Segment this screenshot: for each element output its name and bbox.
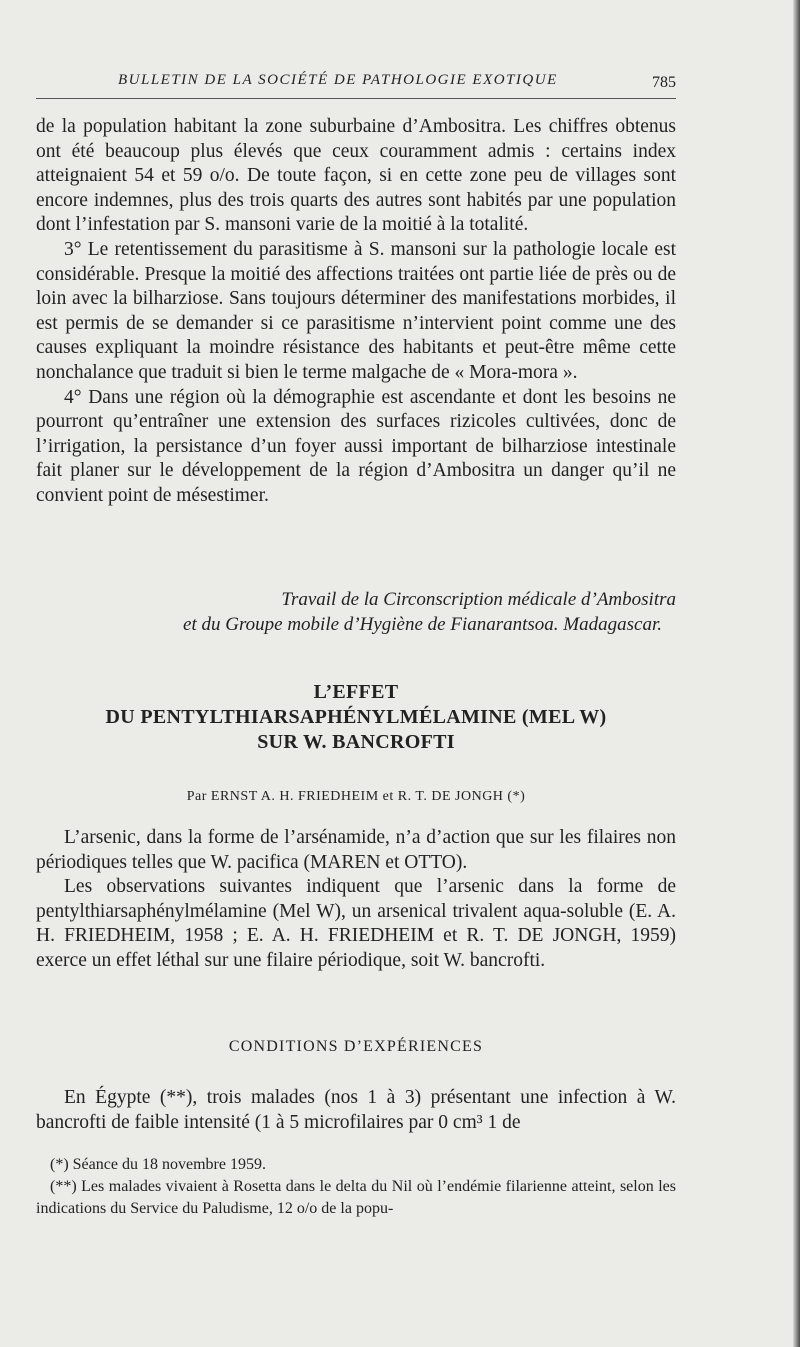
- footnote-2: (**) Les malades vivaient à Rosetta dans le delta du Nil où l’endémie filarienne atteint, selon les indications du Service du Paludisme, 12 o/o de la popu-: [36, 1178, 676, 1217]
- body-text-intro: [36, 826, 676, 974]
- body-text-top: [36, 115, 676, 509]
- paragraph-point-3: 3° Le retentissement du parasitisme à S. mansoni sur la pathologie locale est considérable. Presque la moitié des affections traitées ont partie liée de près ou de loin avec la bilharziose. Sans toujours déterminer des manifestations morbides, il est permis de se demander si ce parasitisme n’intervient point comme une des causes expliquant la moindre résistance des habitants et peut-être même cette nonchalance que traduit si bien le terme malgache de « Mora-mora ».: [36, 238, 676, 383]
- article-title: [36, 680, 676, 755]
- article-title-line-3: SUR W. BANCROFTI: [257, 731, 455, 753]
- paragraph-conditions: En Égypte (**), trois malades (nos 1 à 3) présentant une infection à W. bancrofti de faible intensité (1 à 5 microfilaires par 0 cm³ 1 de: [36, 1087, 676, 1133]
- paragraph-continuation: de la population habitant la zone suburbaine d’Ambositra. Les chiffres obtenus ont été beaucoup plus élevés que ceux couramment admis : certains index atteignaient 54 et 59 o/o. De toute façon, si en cette zone peu de villages sont encore indemnes, plus des trois quarts des autres sont habités par une population dont l’infestation par S. mansoni varie de la moitié à la totalité.: [36, 116, 676, 236]
- article-title-line-1: L’EFFET: [313, 681, 399, 703]
- footnote-1: (*) Séance du 18 novembre 1959.: [50, 1156, 266, 1173]
- affiliation-line-2: et du Groupe mobile d’Hygiène de Fianarantsoa. Madagascar.: [183, 614, 662, 635]
- page-number: 785: [652, 74, 676, 91]
- paragraph-intro-1: L’arsenic, dans la forme de l’arsénamide, n’a d’action que sur les filaires non périodiques telles que W. pacifica (MAREN et OTTO).: [36, 827, 676, 873]
- section-heading: CONDITIONS D’EXPÉRIENCES: [228, 1038, 484, 1055]
- footnotes: [36, 1154, 676, 1220]
- running-header: [36, 72, 676, 99]
- paragraph-intro-2: Les observations suivantes indiquent que l’arsenic dans la forme de pentylthiarsaphénylmélamine (Mel W), un arsenical trivalent aqua-soluble (E. A. H. FRIEDHEIM, 1958 ; E. A. H. FRIEDHEIM et R. T. DE JONGH, 1959) exerce un effet léthal sur une filaire périodique, soit W. bancrofti.: [36, 876, 676, 971]
- running-title: BULLETIN DE LA SOCIÉTÉ DE PATHOLOGIE EXOTIQUE: [118, 72, 558, 88]
- body-text-section: [36, 1086, 676, 1135]
- author-byline: Par ERNST A. H. FRIEDHEIM et R. T. DE JONGH (*): [186, 789, 526, 804]
- page-edge-shadow: [793, 0, 800, 1347]
- affiliation-line-1: Travail de la Circonscription médicale d’Ambositra: [281, 589, 676, 610]
- paragraph-point-4: 4° Dans une région où la démographie est ascendante et dont les besoins ne pourront qu’entraîner une extension des surfaces rizicoles cultivées, donc de l’irrigation, la persistance d’un foyer aussi important de bilharziose intestinale fait planer sur le développement de la région d’Ambositra un danger qu’il ne convient point de mésestimer.: [36, 386, 676, 506]
- article-title-line-2: DU PENTYLTHIARSAPHÉNYLMÉLAMINE (MEL W): [105, 706, 607, 728]
- affiliation: [36, 587, 676, 637]
